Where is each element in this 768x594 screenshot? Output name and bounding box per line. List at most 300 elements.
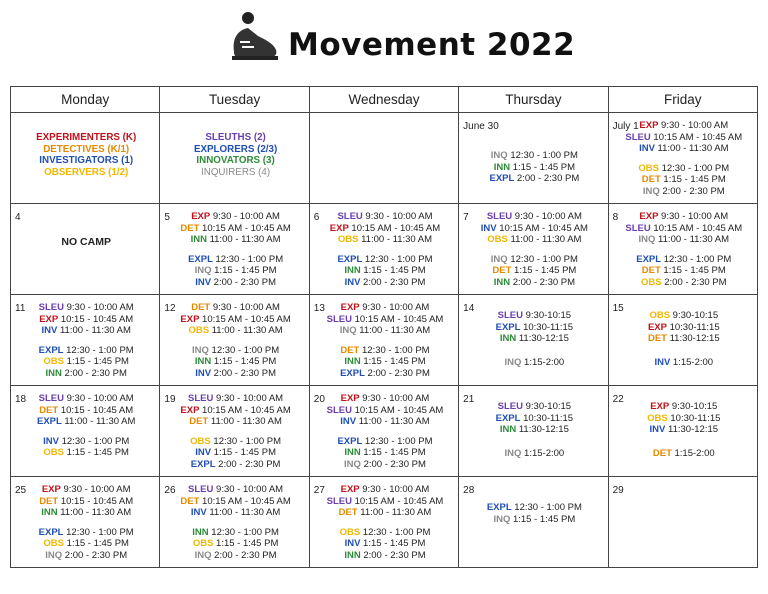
session-line — [164, 459, 306, 471]
date-label: 29 — [612, 485, 624, 496]
session-time: 10:15 AM - 10:45 AM — [199, 495, 291, 507]
group-code: SLEU — [625, 222, 651, 234]
day-cell — [459, 386, 608, 477]
group-code: INQ — [344, 458, 361, 470]
group-code: SLEU — [188, 393, 214, 404]
date-label: 6 — [313, 212, 320, 223]
session-time: 9:30 - 10:00 AM — [512, 211, 582, 222]
session-time: 9:30 - 10:00 AM — [359, 393, 430, 404]
session-time: 11:00 - 11:30 AM — [357, 507, 432, 519]
session-time: 10:15 AM - 10:45 AM — [199, 404, 291, 416]
session-time: 11:30-12:15 — [666, 333, 720, 345]
session-time: 9:30-10:15 — [523, 401, 572, 412]
session-line — [164, 550, 306, 562]
group-code: EXPL — [495, 321, 521, 333]
group-code: SLEU — [188, 484, 214, 495]
group-code: OBS — [638, 162, 659, 174]
session-time: 2:00 - 2:30 PM — [360, 276, 426, 288]
group-code: INN — [190, 234, 207, 246]
session-gap — [314, 519, 456, 527]
group-code: SLEU — [497, 310, 523, 321]
group-code: DET — [189, 416, 209, 428]
group-code: DET — [647, 333, 667, 345]
session-time: 10:15 AM - 10:45 AM — [650, 222, 743, 234]
session-line — [164, 416, 306, 428]
session-line — [463, 322, 605, 334]
session-time: 12:30 - 1:00 PM — [208, 344, 280, 356]
group-code: EXP — [39, 313, 59, 325]
group-code: EXPL — [489, 173, 515, 185]
day-cell — [160, 295, 309, 386]
session-time: 2:00 - 2:30 PM — [364, 367, 430, 379]
group-code: OBS — [641, 276, 662, 288]
legend-entry: EXPLORERS (2/3) — [193, 143, 278, 155]
no-camp-label: NO CAMP — [61, 236, 111, 248]
session-time: 2:00 - 2:30 PM — [659, 185, 725, 197]
session-line — [314, 447, 456, 459]
group-code: DET — [641, 265, 661, 277]
session-time: 1:15-2:00 — [521, 447, 565, 459]
session-line — [164, 368, 306, 380]
day-cell-content — [160, 386, 308, 476]
session-time: 2:00 - 2:30 PM — [211, 276, 276, 288]
day-cell — [11, 113, 160, 204]
session-time: 9:30 - 10:00 AM — [658, 120, 729, 131]
session-gap — [15, 428, 157, 436]
session-gap — [463, 436, 605, 448]
group-code: EXPL — [337, 253, 363, 265]
group-code: EXP — [41, 484, 61, 495]
session-time: 10:15 AM - 10:45 AM — [650, 131, 743, 143]
session-time: 9:30-10:15 — [523, 310, 572, 321]
day-cell — [160, 204, 309, 295]
calendar-table — [10, 86, 758, 568]
group-code: EXP — [180, 404, 200, 416]
session-gap — [314, 337, 456, 345]
session-line — [314, 496, 456, 508]
session-time: 1:15 - 1:45 PM — [64, 447, 129, 459]
date-label: 19 — [164, 394, 176, 405]
session-time: 1:15 - 1:45 PM — [64, 538, 129, 550]
session-time: 9:30 - 10:00 AM — [60, 484, 131, 495]
session-line — [314, 368, 456, 380]
group-code: INV — [340, 416, 357, 428]
session-line — [463, 150, 605, 162]
session-gap — [463, 345, 605, 357]
session-time: 11:00 - 11:30 AM — [655, 234, 730, 246]
session-time: 10:15 AM - 10:45 AM — [496, 222, 588, 234]
group-code: OBS — [188, 325, 210, 337]
session-time: 12:30 - 1:00 PM — [360, 526, 431, 538]
session-line — [314, 538, 456, 550]
group-code: EXP — [647, 321, 667, 333]
day-cell-content — [310, 113, 458, 203]
session-line — [15, 302, 157, 314]
session-line — [15, 314, 157, 326]
group-code: INN — [194, 356, 212, 368]
day-header-tuesday: Tuesday — [160, 87, 309, 113]
session-time: 2:00 - 2:30 PM — [62, 549, 128, 561]
session-line — [314, 416, 456, 428]
session-line — [15, 527, 157, 539]
session-list — [463, 480, 605, 525]
session-gap — [613, 155, 755, 163]
session-time: 2:00 - 2:30 PM — [211, 549, 277, 561]
group-code: INV — [195, 447, 212, 459]
day-cell-content — [160, 477, 308, 567]
session-line — [314, 234, 456, 246]
session-line — [314, 277, 456, 289]
group-code: INQ — [490, 150, 508, 161]
session-time: 10:15 AM - 10:45 AM — [348, 222, 441, 234]
session-gap — [15, 519, 157, 527]
legend-entry: EXPERIMENTERS (K) — [36, 132, 137, 143]
session-time: 11:00 - 11:30 AM — [57, 325, 131, 337]
session-line — [314, 356, 456, 368]
group-code: INV — [344, 538, 361, 550]
group-code: INV — [639, 143, 655, 155]
session-time: 11:00 - 11:30 AM — [507, 234, 582, 246]
session-line — [463, 413, 605, 425]
group-code: OBS — [43, 447, 65, 459]
session-time: 1:15 - 1:45 PM — [360, 538, 426, 550]
session-line — [613, 357, 755, 369]
group-code: INV — [649, 424, 666, 436]
session-time: 9:30-10:15 — [670, 310, 719, 321]
group-legend — [15, 116, 157, 178]
session-line — [164, 345, 306, 357]
session-list — [463, 389, 605, 459]
session-time: 11:00 - 11:30 AM — [57, 507, 132, 519]
session-line — [314, 211, 456, 223]
day-cell-content — [459, 204, 607, 294]
session-line — [463, 162, 605, 174]
day-cell-content — [11, 477, 159, 567]
group-code: DET — [39, 404, 59, 416]
group-code: OBS — [337, 234, 359, 246]
group-code: INQ — [642, 185, 660, 197]
group-code: DET — [39, 495, 59, 507]
session-time: 2:00 - 2:30 PM — [661, 276, 727, 288]
session-line — [15, 356, 157, 368]
session-line — [463, 424, 605, 436]
day-cell — [11, 295, 160, 386]
session-line — [314, 436, 456, 448]
group-code: OBS — [647, 412, 668, 424]
day-cell-content — [310, 477, 458, 567]
day-cell-content — [160, 113, 308, 203]
group-code: EXPL — [188, 253, 213, 265]
session-line — [15, 550, 157, 562]
group-code: INQ — [493, 513, 511, 525]
session-line — [314, 314, 456, 326]
session-line — [15, 484, 157, 496]
group-code: INV — [654, 356, 671, 368]
group-code: INV — [344, 276, 361, 288]
session-time: 11:00 - 11:30 AM — [654, 143, 729, 155]
group-code: EXP — [191, 211, 211, 222]
session-time: 1:15 - 1:45 PM — [360, 447, 426, 459]
day-cell-content — [609, 386, 757, 476]
session-gap — [314, 246, 456, 254]
session-time: 11:30-12:15 — [516, 333, 569, 345]
session-time: 1:15-2:00 — [521, 356, 565, 368]
session-gap — [164, 246, 306, 254]
session-line — [15, 325, 157, 337]
session-time: 11:00 - 11:30 AM — [356, 416, 430, 428]
group-code: EXP — [639, 120, 659, 131]
session-time: 9:30 - 10:00 AM — [64, 302, 134, 313]
session-line — [15, 345, 157, 357]
session-line — [15, 436, 157, 448]
group-code: DET — [180, 222, 200, 234]
group-code: INQ — [194, 265, 212, 277]
session-line — [613, 223, 755, 235]
session-time: 1:15 - 1:45 PM — [660, 174, 726, 186]
session-line — [164, 356, 306, 368]
session-line — [164, 277, 306, 289]
date-label: 8 — [612, 212, 619, 223]
session-time: 11:00 - 11:30 AM — [208, 416, 282, 428]
group-code: INQ — [194, 549, 212, 561]
session-line — [15, 538, 157, 550]
group-code: INV — [195, 276, 212, 288]
session-gap — [613, 436, 755, 448]
day-cell-content — [609, 113, 757, 203]
day-cell — [309, 386, 458, 477]
date-label: 22 — [612, 394, 624, 405]
group-code: DET — [338, 507, 358, 519]
session-line — [613, 143, 755, 155]
group-code: OBS — [339, 526, 361, 538]
session-line — [613, 401, 755, 413]
group-code: EXPL — [340, 367, 365, 379]
day-cell — [11, 477, 160, 568]
session-line — [314, 507, 456, 519]
group-code: EXP — [329, 222, 349, 234]
session-time: 2:00 - 2:30 PM — [360, 458, 426, 470]
session-list — [314, 207, 456, 289]
session-line — [314, 302, 456, 314]
session-line — [164, 507, 306, 519]
session-time: 10:15 - 10:45 AM — [58, 404, 134, 416]
session-line — [164, 254, 306, 266]
date-label: 25 — [15, 485, 27, 496]
group-code: INQ — [504, 447, 522, 459]
session-line — [463, 448, 605, 460]
session-time: 9:30 - 10:00 AM — [213, 484, 284, 495]
week-row — [11, 113, 758, 204]
session-time: 1:15 - 1:45 PM — [511, 265, 577, 277]
day-cell-content — [11, 295, 159, 385]
group-code: INN — [41, 507, 58, 519]
group-code: INV — [43, 435, 59, 447]
legend-entry: DETECTIVES (K/1) — [43, 143, 130, 155]
session-line — [15, 393, 157, 405]
date-label: 5 — [164, 212, 170, 223]
session-time: 1:15 - 1:45 PM — [360, 356, 426, 368]
date-label: 4 — [15, 212, 21, 223]
day-cell — [608, 295, 757, 386]
session-line — [164, 314, 306, 326]
session-time: 2:00 - 2:30 PM — [360, 549, 426, 561]
session-gap — [164, 337, 306, 345]
day-cell — [160, 113, 309, 204]
session-line — [164, 302, 306, 314]
group-code: INQ — [504, 356, 522, 368]
date-label: 11 — [15, 303, 26, 314]
group-code: EXP — [340, 302, 360, 313]
session-list — [15, 480, 157, 562]
session-list — [314, 480, 456, 562]
legend-entry: OBSERVERS (1/2) — [44, 166, 129, 178]
session-list — [314, 389, 456, 471]
session-list — [164, 207, 306, 289]
session-time: 10:30-11:15 — [666, 321, 720, 333]
day-header-friday: Friday — [608, 87, 757, 113]
session-time: 10:30-11:15 — [520, 321, 574, 333]
day-cell — [608, 204, 757, 295]
group-code: OBS — [43, 356, 65, 368]
session-gap — [463, 246, 605, 254]
group-code: SLEU — [38, 393, 64, 404]
session-line — [15, 368, 157, 380]
session-time: 1:15-2:00 — [670, 356, 714, 368]
session-line — [613, 310, 755, 322]
group-code: INV — [195, 367, 212, 379]
session-time: 11:00 - 11:30 AM — [61, 416, 136, 428]
weekday-header-row — [11, 87, 758, 113]
session-line — [613, 424, 755, 436]
session-gap — [164, 519, 306, 527]
group-code: DET — [492, 265, 512, 277]
session-line — [314, 254, 456, 266]
day-cell — [608, 113, 757, 204]
day-cell — [11, 204, 160, 295]
session-line — [164, 484, 306, 496]
session-time: 10:15 - 10:45 AM — [58, 313, 134, 325]
group-code: INQ — [638, 234, 656, 246]
session-list — [463, 298, 605, 368]
day-cell-content — [609, 295, 757, 385]
group-code: INN — [344, 265, 361, 277]
session-line — [613, 265, 755, 277]
week-row — [11, 386, 758, 477]
session-line — [613, 322, 755, 334]
session-line — [164, 223, 306, 235]
group-code: DET — [641, 174, 661, 186]
session-line — [314, 345, 456, 357]
session-time: 2:00 - 2:30 PM — [514, 173, 580, 185]
group-code: INV — [480, 222, 497, 234]
session-line — [164, 393, 306, 405]
session-line — [314, 393, 456, 405]
day-cell-content — [310, 295, 458, 385]
session-line — [15, 405, 157, 417]
session-line — [314, 265, 456, 277]
session-list — [164, 480, 306, 562]
session-time: 2:00 - 2:30 PM — [211, 367, 276, 379]
day-cell — [309, 113, 458, 204]
session-time: 12:30 - 1:00 PM — [362, 435, 433, 447]
group-code: INN — [344, 447, 361, 459]
session-line — [463, 234, 605, 246]
session-line — [613, 413, 755, 425]
session-line — [613, 333, 755, 345]
session-line — [164, 234, 306, 246]
session-time: 12:30 - 1:00 PM — [507, 253, 578, 265]
group-code: EXPL — [486, 502, 512, 513]
session-list — [613, 389, 755, 459]
session-line — [613, 234, 755, 246]
session-line — [164, 538, 306, 550]
day-cell-content — [459, 386, 607, 476]
session-time: 1:15 - 1:45 PM — [64, 356, 129, 368]
session-time: 9:30 - 10:00 AM — [64, 393, 134, 404]
group-code: OBS — [190, 435, 211, 447]
group-code: OBS — [43, 538, 65, 550]
session-line — [164, 211, 306, 223]
day-cell-content — [160, 295, 308, 385]
group-code: EXP — [180, 313, 200, 325]
session-time: 2:00 - 2:30 PM — [510, 276, 576, 288]
session-line — [15, 416, 157, 428]
page-title: Movement 2022 — [288, 27, 576, 63]
session-line — [463, 502, 605, 514]
session-line — [164, 325, 306, 337]
day-cell-content — [459, 477, 607, 567]
session-line — [314, 223, 456, 235]
group-code: SLEU — [326, 404, 352, 416]
session-line — [463, 357, 605, 369]
group-code: EXP — [650, 401, 670, 412]
session-time: 9:30 - 10:00 AM — [210, 302, 280, 313]
day-cell-content — [609, 204, 757, 294]
date-label: 28 — [463, 485, 475, 496]
day-cell — [459, 113, 608, 204]
group-code: INQ — [192, 344, 209, 356]
group-code: INN — [45, 367, 62, 379]
group-code: INN — [493, 161, 511, 173]
group-code: SLEU — [337, 211, 363, 222]
group-code: EXP — [340, 393, 360, 404]
day-cell — [459, 477, 608, 568]
date-label: 26 — [164, 485, 176, 496]
session-time: 1:15 - 1:45 PM — [211, 447, 276, 459]
session-time: 11:00 - 11:30 AM — [358, 234, 433, 246]
session-time: 9:30 - 10:00 AM — [658, 211, 729, 222]
date-label: 14 — [463, 303, 475, 314]
day-header-thursday: Thursday — [459, 87, 608, 113]
group-code: INV — [41, 325, 58, 337]
session-line — [463, 254, 605, 266]
day-cell-content — [11, 386, 159, 476]
session-time: 12:30 - 1:00 PM — [511, 502, 582, 513]
session-time: 1:15 - 1:45 PM — [211, 265, 277, 277]
group-code: INN — [499, 424, 517, 436]
date-label: July 1 — [612, 121, 639, 132]
date-label: 18 — [15, 394, 27, 405]
day-cell — [11, 386, 160, 477]
group-code: DET — [191, 302, 211, 313]
session-gap — [164, 428, 306, 436]
session-time: 12:30 - 1:00 PM — [59, 435, 130, 447]
day-cell-content — [459, 295, 607, 385]
session-gap — [15, 337, 157, 345]
group-code: EXPL — [636, 253, 662, 265]
session-list — [613, 298, 755, 368]
session-line — [613, 448, 755, 460]
